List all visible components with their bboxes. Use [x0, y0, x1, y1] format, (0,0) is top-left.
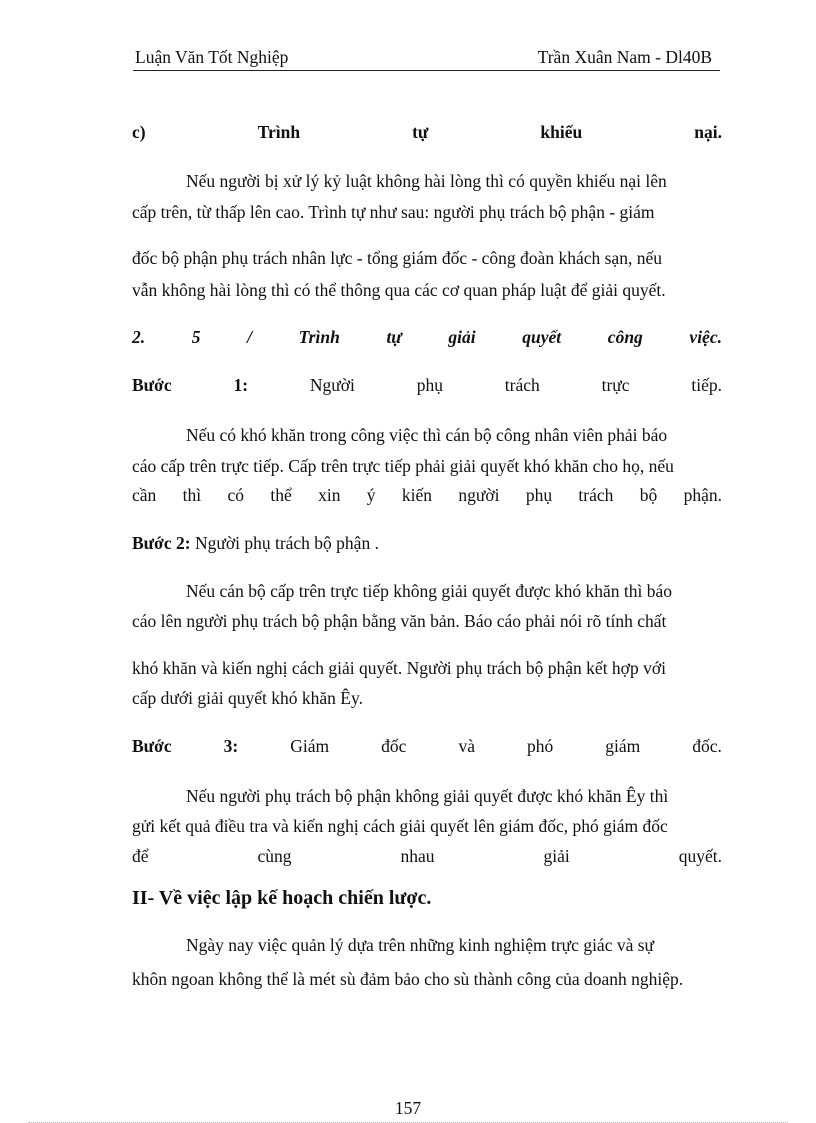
word: giải — [543, 846, 570, 866]
para5-line: Ngày nay việc quản lý dựa trên những kinh nghiệm trực giác và sự — [186, 935, 655, 955]
word: quyết. — [678, 846, 722, 866]
step-word: đốc — [381, 736, 407, 756]
word: có — [227, 485, 244, 505]
section-2-5-heading — [132, 326, 722, 348]
para1-line: đốc bộ phận phụ trách nhân lực - tổng giám đốc - công đoàn khách sạn, nếu — [132, 248, 662, 268]
heading-word: khiếu — [540, 122, 583, 142]
header-thesis-title: Luận Văn Tốt Nghiệp — [135, 47, 289, 67]
step-word: trực — [601, 375, 630, 395]
word: thì — [182, 485, 202, 505]
heading-word: nại. — [694, 122, 722, 142]
para2-line: cáo cấp trên trực tiếp. Cấp trên trực tiếp phải giải quyết khó khăn cho họ, nếu — [132, 456, 674, 476]
step-word: trách — [504, 375, 540, 395]
step-label: Bước 2: — [132, 533, 191, 553]
heading-word: việc. — [689, 327, 722, 347]
word: ý — [366, 485, 376, 505]
heading-word: 2. — [132, 327, 146, 347]
para3-line: Nếu cán bộ cấp trên trực tiếp không giải quyết được khó khăn thì báo — [186, 581, 673, 601]
word: xin — [318, 485, 341, 505]
heading-word: Trình — [298, 327, 340, 347]
step-word: và — [458, 736, 475, 756]
word: thể — [270, 485, 292, 505]
word: nhau — [400, 846, 435, 866]
word: bộ — [639, 485, 658, 505]
step-word: phụ — [416, 375, 443, 395]
word: để — [132, 846, 149, 866]
para3-line: khó khăn và kiến nghị cách giải quyết. Người phụ trách bộ phận kết hợp với — [132, 658, 666, 678]
page-header — [133, 44, 720, 71]
step-text: Người phụ trách bộ phận . — [190, 533, 379, 553]
word: kiến — [401, 485, 433, 505]
step-word: đốc. — [692, 736, 722, 756]
step-label: Bước — [132, 736, 172, 756]
step-word: giám — [605, 736, 641, 756]
step2-line — [132, 532, 722, 554]
heading-word: c) — [132, 122, 146, 142]
heading-word: tự — [412, 122, 429, 142]
para5-line: khôn ngoan không thể là mét sù đảm bảo cho sù thành công của doanh nghiệp. — [132, 969, 684, 989]
word: phụ — [525, 485, 553, 505]
step-number: 3: — [223, 736, 239, 756]
word: người — [458, 485, 500, 505]
para4-line-justified — [132, 845, 722, 867]
para4-line: gửi kết quả điều tra và kiến nghị cách giải quyết lên giám đốc, phó giám đốc — [132, 816, 668, 836]
section-c-heading — [132, 121, 722, 143]
para4-line: Nếu người phụ trách bộ phận không giải quyết được khó khăn Êy thì — [186, 786, 669, 806]
word: cần — [132, 485, 157, 505]
header-author: Trần Xuân Nam - Dl40B — [537, 47, 712, 67]
para2-line-justified — [132, 484, 722, 506]
step-word: tiếp. — [691, 375, 722, 395]
step-label: Bước — [132, 375, 172, 395]
step3-line — [132, 735, 722, 757]
heading-word: quyết — [522, 327, 562, 347]
step1-line — [132, 374, 722, 396]
heading-word: 5 — [191, 327, 201, 347]
heading-word: Trình — [257, 122, 301, 142]
page-number: 157 — [394, 1098, 422, 1118]
step-word: Giám — [290, 736, 330, 756]
para3-line: cáo lên người phụ trách bộ phận bằng văn bản. Báo cáo phải nói rõ tính chất — [132, 611, 667, 631]
para1-line: cấp trên, từ thấp lên cao. Trình tự như sau: người phụ trách bộ phận - giám — [132, 202, 655, 222]
heading-word: công — [607, 327, 643, 347]
step-word: phó — [527, 736, 554, 756]
para1-line: vẫn không hài lòng thì có thể thông qua các cơ quan pháp luật để giải quyết. — [132, 280, 666, 300]
step-word: Người — [309, 375, 355, 395]
para3-line: cấp dưới giải quyết khó khăn Êy. — [132, 688, 363, 708]
word: phận. — [683, 485, 722, 505]
word: trách — [578, 485, 614, 505]
heading-word: / — [247, 327, 252, 347]
word: cùng — [257, 846, 292, 866]
para2-line: Nếu có khó khăn trong công việc thì cán bộ công nhân viên phải báo — [186, 425, 668, 445]
heading-word: tự — [386, 327, 402, 347]
para1-line: Nếu người bị xử lý kỷ luật không hài lòng thì có quyền khiếu nại lên — [186, 171, 667, 191]
step-number: 1: — [233, 375, 249, 395]
section-II-heading: II- Về việc lập kế hoạch chiến lược. — [132, 887, 432, 909]
heading-word: giải — [448, 327, 476, 347]
